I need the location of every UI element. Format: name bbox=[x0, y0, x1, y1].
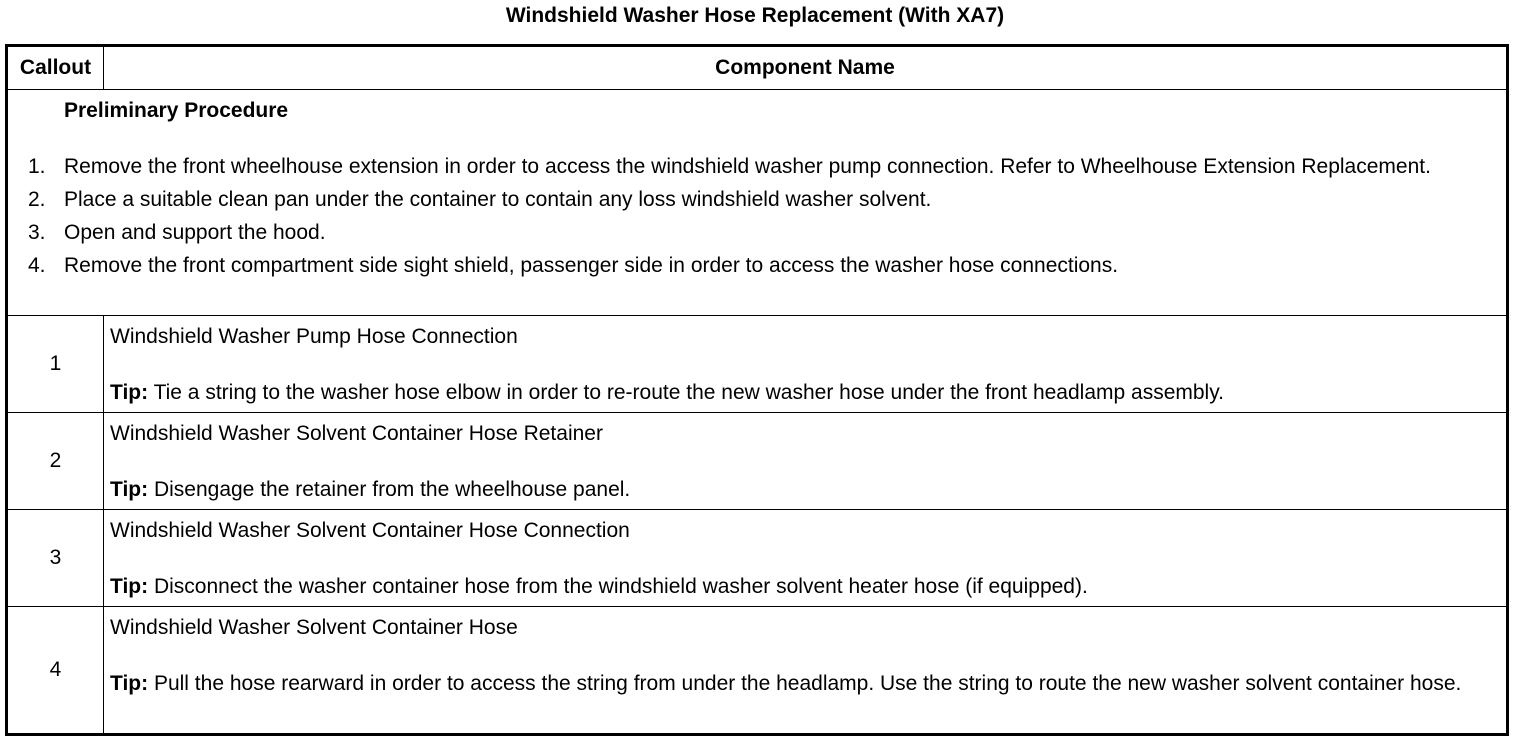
table-header-row bbox=[8, 47, 1506, 89]
callout-number: 3 bbox=[8, 510, 104, 606]
tip-label: Tip: bbox=[110, 478, 149, 501]
component-name: Windshield Washer Solvent Container Hose bbox=[110, 616, 518, 639]
tip-text: Tie a string to the washer hose elbow in order to re-route the new washer hose under the front headlamp assembly. bbox=[153, 381, 1224, 404]
step-text: Remove the front wheelhouse extension in order to access the windshield washer pump connection. Refer to Wheelhouse Extension Replacement. bbox=[64, 155, 1431, 178]
component-cell bbox=[104, 316, 1506, 412]
preliminary-step bbox=[8, 185, 1506, 215]
table-row bbox=[8, 412, 1506, 509]
tip-text: Disengage the retainer from the wheelhouse panel. bbox=[153, 478, 631, 501]
tip-label: Tip: bbox=[110, 575, 149, 598]
tip-label: Tip: bbox=[110, 381, 149, 404]
callout-number: 2 bbox=[8, 413, 104, 509]
procedure-table bbox=[5, 44, 1509, 736]
component-tip bbox=[110, 669, 1476, 699]
preliminary-heading: Preliminary Procedure bbox=[64, 99, 289, 122]
preliminary-steps bbox=[8, 152, 1506, 284]
component-cell bbox=[104, 510, 1506, 606]
table-row bbox=[8, 315, 1506, 412]
component-name: Windshield Washer Pump Hose Connection bbox=[110, 325, 518, 348]
header-component-name: Component Name bbox=[715, 56, 895, 79]
component-name: Windshield Washer Solvent Container Hose Connection bbox=[110, 519, 630, 542]
component-tip bbox=[110, 572, 1476, 602]
preliminary-step bbox=[8, 152, 1506, 182]
page-title: Windshield Washer Hose Replacement (With XA7) bbox=[505, 4, 1005, 27]
preliminary-step bbox=[8, 251, 1506, 281]
step-number: 4. bbox=[28, 254, 46, 277]
step-number: 3. bbox=[28, 221, 46, 244]
component-cell bbox=[104, 607, 1506, 733]
step-number: 2. bbox=[28, 188, 46, 211]
table-row bbox=[8, 509, 1506, 606]
step-text: Remove the front compartment side sight shield, passenger side in order to access the washer hose connections. bbox=[64, 254, 1119, 277]
component-tip bbox=[110, 475, 1476, 505]
table-row bbox=[8, 606, 1506, 733]
tip-label: Tip: bbox=[110, 672, 149, 695]
step-text: Place a suitable clean pan under the container to contain any loss windshield washer solvent. bbox=[64, 188, 932, 211]
component-tip bbox=[110, 378, 1476, 408]
tip-text: Disconnect the washer container hose from the windshield washer solvent heater hose (if equipped). bbox=[153, 575, 1088, 598]
callout-number: 1 bbox=[8, 316, 104, 412]
component-name: Windshield Washer Solvent Container Hose Retainer bbox=[110, 422, 603, 445]
step-number: 1. bbox=[28, 155, 46, 178]
step-text: Open and support the hood. bbox=[64, 221, 326, 244]
component-cell bbox=[104, 413, 1506, 509]
callout-number: 4 bbox=[8, 607, 104, 733]
preliminary-step bbox=[8, 218, 1506, 248]
header-callout: Callout bbox=[8, 47, 104, 89]
preliminary-procedure-row bbox=[8, 89, 1506, 315]
tip-text: Pull the hose rearward in order to access the string from under the headlamp. Use the string to route the new washer solvent container hose. bbox=[153, 672, 1462, 695]
